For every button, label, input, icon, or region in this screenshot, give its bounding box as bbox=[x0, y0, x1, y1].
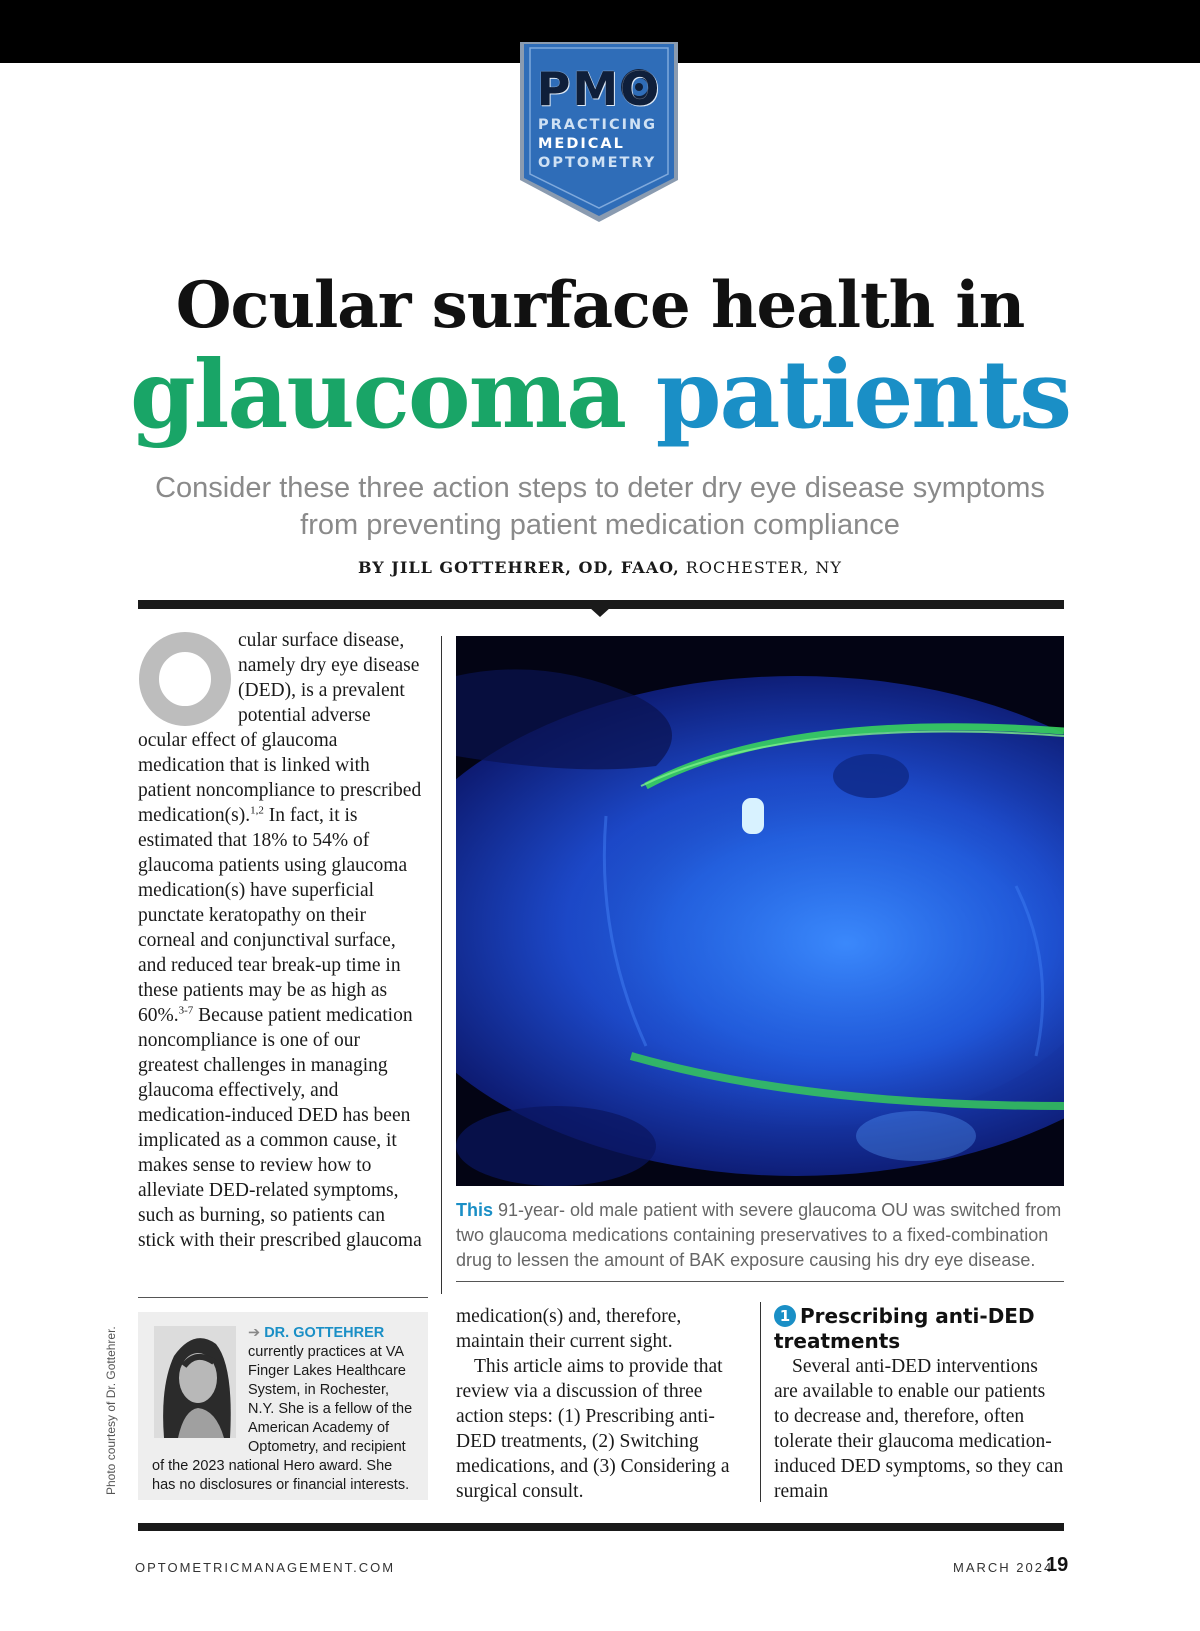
footer-site: OPTOMETRICMANAGEMENT.COM bbox=[135, 1560, 396, 1575]
fluorescein-eye-image bbox=[456, 636, 1064, 1186]
intro-text-b: In fact, it is estimated that 18% to 54% of glaucoma patients using glaucoma medication(s) have superficial punctate keratopathy on their corneal and conjunctival surface, and reduced tear break-up time in these patients may be as high as 60%. bbox=[138, 805, 408, 1026]
footer-date: MARCH 2024 bbox=[953, 1560, 1054, 1575]
section-paragraph: Several anti-DED interventions are available to enable our patients to decrease and, therefore, often tolerate their glaucoma medication-induced DED symptoms, so they can remain bbox=[774, 1356, 1064, 1502]
section-number-badge: 1 bbox=[774, 1305, 796, 1327]
photo-caption bbox=[456, 1198, 1066, 1273]
ref-3-7: 3-7 bbox=[178, 1004, 194, 1017]
badge-line-practicing: PRACTICING bbox=[538, 117, 658, 133]
bio-body: currently practices at VA Finger Lakes Healthcare System, in Rochester, N.Y. She is a fellow of the American Academy of Optometry, and recipient of the 2023 national Hero award. She has no disclosures or financial interests. bbox=[152, 1344, 413, 1493]
divider-notch bbox=[589, 607, 611, 617]
bio-name: DR. GOTTEHRER bbox=[264, 1325, 385, 1341]
footer-page-number: 19 bbox=[1046, 1554, 1069, 1576]
headline-line-2 bbox=[0, 340, 1200, 450]
section-heading bbox=[774, 1304, 1064, 1354]
badge-subtitle bbox=[538, 116, 678, 173]
byline-location: ROCHESTER, NY bbox=[685, 558, 842, 577]
photo-credit: Photo courtesy of Dr. Gottehrer. bbox=[104, 1326, 118, 1495]
intro-column bbox=[138, 628, 423, 1253]
eye-photo bbox=[456, 636, 1064, 1186]
section-heading-text: Prescribing anti-DED treatments bbox=[774, 1304, 1035, 1353]
caption-rule bbox=[456, 1281, 1064, 1282]
arrow-icon: ➔ bbox=[248, 1325, 261, 1341]
bottom-divider-rule bbox=[138, 1523, 1064, 1531]
column-divider bbox=[441, 636, 442, 1294]
headline-word-patients: patients bbox=[655, 340, 1070, 450]
deck-line-2: from preventing patient medication compliance bbox=[300, 509, 900, 541]
dropcap-o bbox=[138, 631, 232, 727]
byline bbox=[0, 558, 1200, 577]
pmo-badge bbox=[516, 40, 682, 226]
deck-line-1: Consider these three action steps to deter dry eye disease symptoms bbox=[155, 472, 1045, 504]
headline-word-glaucoma: glaucoma bbox=[130, 340, 625, 450]
author-bio-box bbox=[138, 1312, 428, 1500]
col2-paragraph-2: This article aims to provide that review via a discussion of three action steps: (1) Prescribing anti-DED treatments, (2) Switching medications, and (3) Considering a surgical consult. bbox=[456, 1356, 730, 1502]
caption-lead: This bbox=[456, 1200, 494, 1220]
caption-text: 91-year- old male patient with severe glaucoma OU was switched from two glaucoma medications containing preservatives to a fixed-combination drug to lessen the amount of BAK exposure causing his dry eye disease. bbox=[456, 1200, 1062, 1270]
badge-abbreviation: PMO bbox=[536, 62, 662, 116]
intro-text-c: Because patient medication noncompliance is one of our greatest challenges in managing glaucoma effectively, and medication-induced DED has been implicated as a common cause, it makes sense to review how to alleviate DED-related symptoms, such as burning, so patients can stick with their prescribed glaucoma bbox=[138, 1005, 422, 1251]
byline-author: BY JILL GOTTEHRER, OD, FAAO, bbox=[358, 558, 680, 577]
col2-paragraph-1: medication(s) and, therefore, maintain their current sight. bbox=[456, 1306, 682, 1352]
badge-line-optometry: OPTOMETRY bbox=[538, 155, 657, 171]
ref-1-2: 1,2 bbox=[250, 804, 264, 817]
bio-text bbox=[152, 1324, 414, 1495]
body-column-2 bbox=[456, 1304, 748, 1504]
body-column-3 bbox=[774, 1304, 1064, 1504]
column-divider-2 bbox=[760, 1302, 761, 1502]
deck-subtitle bbox=[150, 470, 1050, 544]
headline-line-1: Ocular surface health in bbox=[175, 268, 1025, 343]
intro-text-a: cular surface disease, namely dry eye disease (DED), is a prevalent potential adverse ocular effect of glaucoma medication that is linked with patient noncompliance to prescribed medication(s). bbox=[138, 630, 422, 826]
badge-line-medical: MEDICAL bbox=[538, 136, 625, 152]
bio-top-rule bbox=[138, 1297, 428, 1298]
